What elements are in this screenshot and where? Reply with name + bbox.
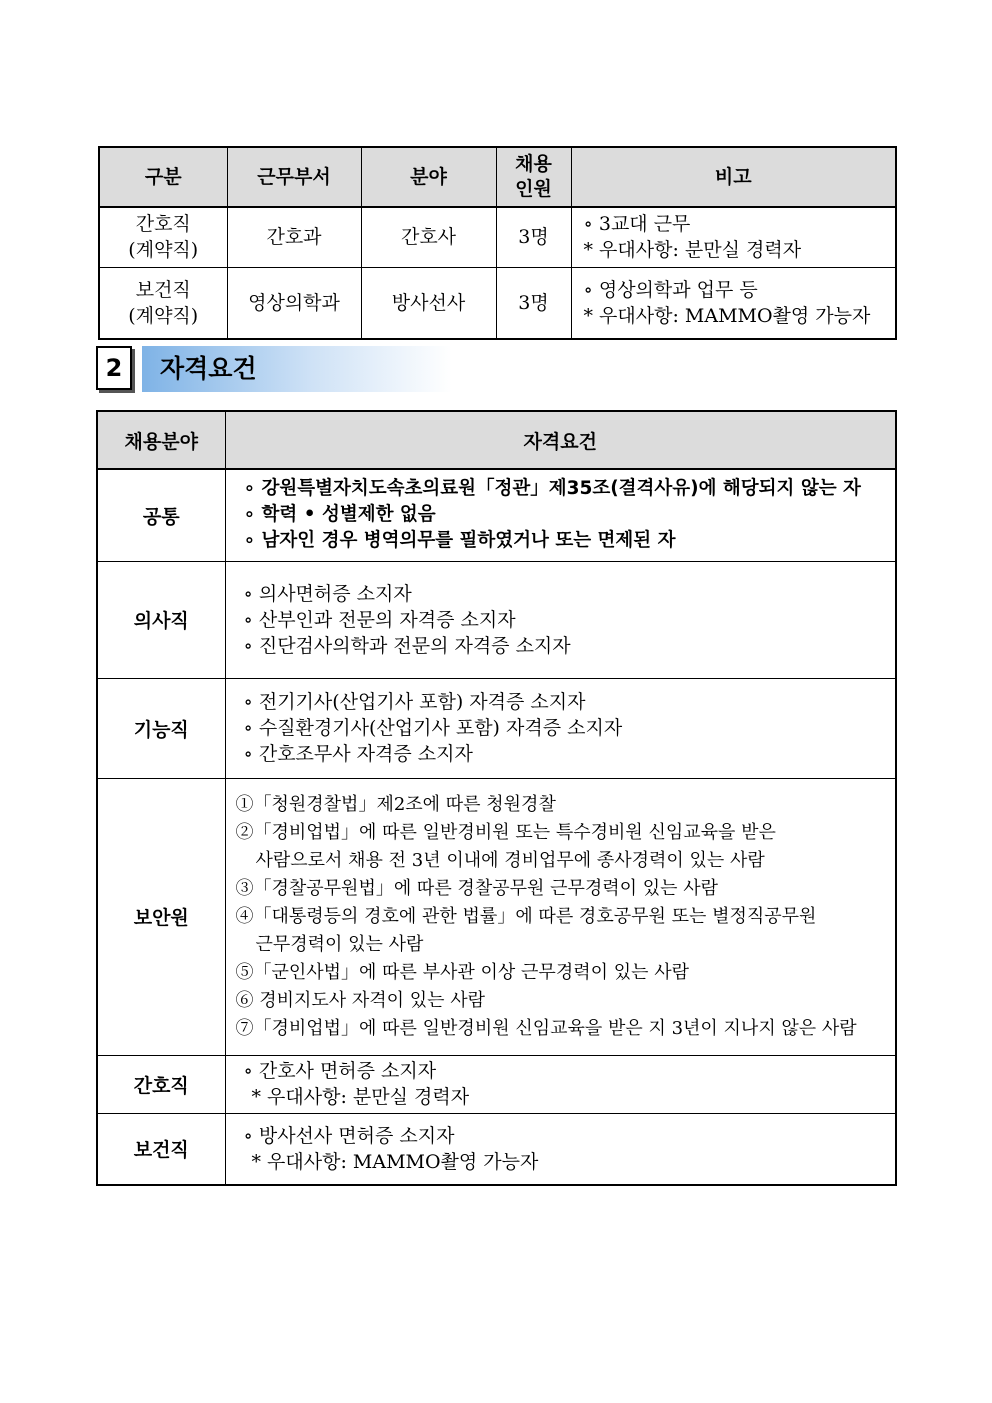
header-requirements: 자격요건 bbox=[225, 411, 896, 469]
row-category bbox=[99, 267, 227, 339]
requirement-line: ∘ 학력 • 성별제한 없음 bbox=[243, 504, 436, 526]
requirement-line: 근무경력이 있는 사람 bbox=[255, 933, 424, 955]
header-remarks: 비고 bbox=[571, 147, 896, 207]
section-number: 2 bbox=[96, 346, 132, 390]
row-requirements bbox=[225, 469, 896, 561]
table-row bbox=[97, 1055, 896, 1113]
requirement-line: ⑦「경비업법」에 따른 일반경비원 신임교육을 받은 지 3년이 지나지 않은 사람 bbox=[235, 1017, 857, 1039]
table-row bbox=[97, 678, 896, 778]
row-requirements bbox=[225, 1055, 896, 1113]
category-line: (계약직) bbox=[128, 239, 199, 262]
table-row bbox=[97, 778, 896, 1055]
category-line: 간호직 bbox=[135, 213, 191, 236]
requirement-line: ∘ 방사선사 면허증 소지자 bbox=[243, 1124, 455, 1147]
recruitment-table bbox=[98, 146, 897, 340]
requirement-line: ④「대통령등의 경호에 관한 법률」에 따른 경호공무원 또는 별정직공무원 bbox=[235, 905, 817, 927]
row-field: 간호사 bbox=[361, 207, 496, 267]
row-remarks bbox=[571, 207, 896, 267]
requirement-line: ①「청원경찰법」제2조에 따른 청원경찰 bbox=[235, 793, 556, 815]
row-requirements bbox=[225, 1113, 896, 1185]
requirement-line: 사람으로서 채용 전 3년 이내에 경비업무에 종사경력이 있는 사람 bbox=[255, 849, 765, 871]
row-requirements bbox=[225, 678, 896, 778]
row-category: 공통 bbox=[97, 469, 225, 561]
remark-line: ∘ 3교대 근무 bbox=[583, 213, 691, 236]
qualification-header-row bbox=[97, 411, 896, 469]
header-department: 근무부서 bbox=[227, 147, 361, 207]
qualification-table bbox=[96, 410, 897, 1186]
requirement-line: * 우대사항: MAMMO촬영 가능자 bbox=[251, 1150, 539, 1173]
requirement-line: ⑤「군인사법」에 따른 부사관 이상 근무경력이 있는 사람 bbox=[235, 961, 689, 983]
requirement-line: ∘ 산부인과 전문의 자격증 소지자 bbox=[243, 608, 516, 631]
table-row bbox=[97, 1113, 896, 1185]
remark-line: * 우대사항: MAMMO촬영 가능자 bbox=[583, 304, 871, 327]
table-row bbox=[99, 267, 896, 339]
requirement-line: ∘ 간호조무사 자격증 소지자 bbox=[243, 743, 473, 765]
row-category: 기능직 bbox=[97, 678, 225, 778]
row-field: 방사선사 bbox=[361, 267, 496, 339]
row-headcount: 3명 bbox=[496, 267, 571, 339]
requirement-line: ②「경비업법」에 따른 일반경비원 또는 특수경비원 신임교육을 받은 bbox=[235, 821, 776, 843]
row-category: 보안원 bbox=[97, 778, 225, 1055]
requirement-line: ∘ 전기기사(산업기사 포함) 자격증 소지자 bbox=[243, 691, 586, 713]
remark-line: ∘ 영상의학과 업무 등 bbox=[583, 278, 758, 301]
section-title: 자격요건 bbox=[142, 346, 452, 392]
row-remarks bbox=[571, 267, 896, 339]
requirement-line: ∘ 수질환경기사(산업기사 포함) 자격증 소지자 bbox=[243, 717, 623, 739]
row-category bbox=[99, 207, 227, 267]
header-recruit-field: 채용분야 bbox=[97, 411, 225, 469]
header-category: 구분 bbox=[99, 147, 227, 207]
requirement-line: ∘ 의사면허증 소지자 bbox=[243, 582, 412, 605]
row-requirements bbox=[225, 561, 896, 678]
requirement-line: ∘ 진단검사의학과 전문의 자격증 소지자 bbox=[243, 634, 571, 657]
requirement-line: ∘ 남자인 경우 병역의무를 필하였거나 또는 면제된 자 bbox=[243, 530, 676, 552]
category-line: (계약직) bbox=[128, 304, 199, 327]
row-category: 간호직 bbox=[97, 1055, 225, 1113]
header-field: 분야 bbox=[361, 147, 496, 207]
row-category: 의사직 bbox=[97, 561, 225, 678]
requirement-line: ⑥ 경비지도사 자격이 있는 사람 bbox=[235, 989, 486, 1011]
requirement-line: ∘ 간호사 면허증 소지자 bbox=[243, 1060, 437, 1082]
remark-line: * 우대사항: 분만실 경력자 bbox=[583, 239, 802, 262]
row-department: 간호과 bbox=[227, 207, 361, 267]
section-heading bbox=[96, 346, 456, 394]
header-headcount bbox=[496, 147, 571, 207]
header-headcount-text: 채용 인원 bbox=[515, 153, 552, 200]
requirement-line: ∘ 강원특별자치도속초의료원「정관」제35조(결격사유)에 해당되지 않는 자 bbox=[243, 478, 861, 500]
row-requirements bbox=[225, 778, 896, 1055]
table-row bbox=[97, 561, 896, 678]
table-row bbox=[97, 469, 896, 561]
requirement-line: ③「경찰공무원법」에 따른 경찰공무원 근무경력이 있는 사람 bbox=[235, 877, 719, 899]
row-headcount: 3명 bbox=[496, 207, 571, 267]
recruitment-header-row bbox=[99, 147, 896, 207]
requirement-line: * 우대사항: 분만실 경력자 bbox=[251, 1086, 470, 1108]
category-line: 보건직 bbox=[135, 278, 191, 301]
table-row bbox=[99, 207, 896, 267]
row-department: 영상의학과 bbox=[227, 267, 361, 339]
row-category: 보건직 bbox=[97, 1113, 225, 1185]
